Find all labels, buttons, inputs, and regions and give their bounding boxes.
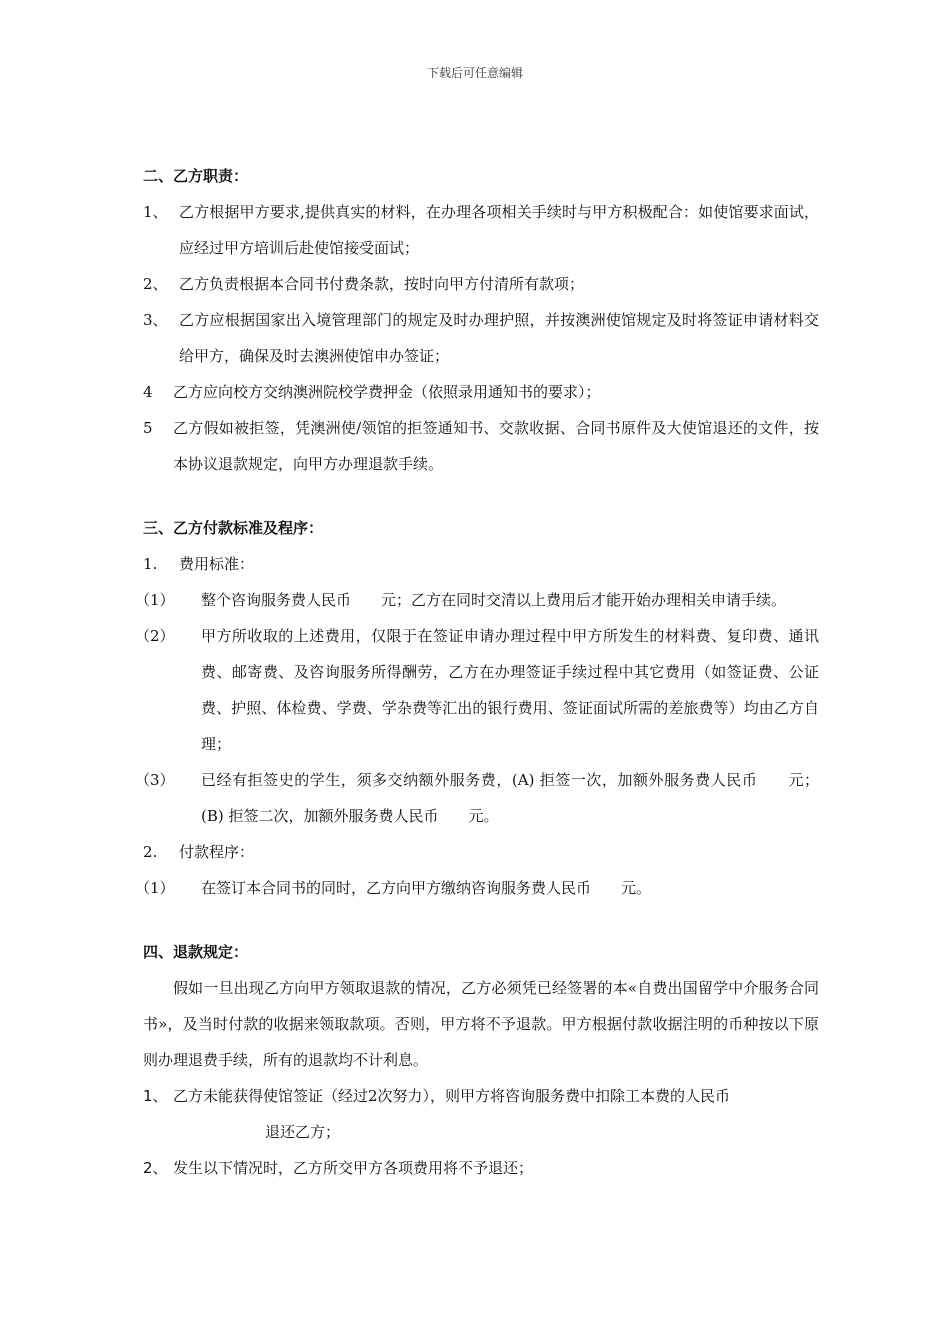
item-number: 1. xyxy=(143,555,158,573)
item-text: 发生以下情况时，乙方所交甲方各项费用将不予退还； xyxy=(173,1159,534,1177)
sec2-item-1 xyxy=(143,194,819,266)
item-text: 乙方根据甲方要求,提供真实的材料，在办理各项相关手续时与甲方积极配合：如使馆要求面试，应经过甲方培训后赴使馆接受面试； xyxy=(179,203,819,257)
sec4-item-1 xyxy=(143,1078,819,1114)
item-number: 3、 xyxy=(143,311,168,329)
item-number: 1、 xyxy=(143,203,168,221)
item-text: 整个咨询服务费人民币 元；乙方在同时交清以上费用后才能开始办理相关申请手续。 xyxy=(201,591,787,609)
item-number: （1） xyxy=(135,591,175,609)
item-number: 2. xyxy=(143,843,158,861)
item-number: （2） xyxy=(135,627,175,645)
sec2-item-5 xyxy=(143,410,819,482)
sec3-sub-1 xyxy=(143,546,819,582)
sec3-sub-1-item-3 xyxy=(135,762,819,834)
refund-paragraph: 假如一旦出现乙方向甲方领取退款的情况，乙方必须凭已经签署的本«自费出国留学中介服务合同书»，及当时付款的收据来领取款项。否则，甲方将不予退款。甲方根据付款收据注明的币种按以下原则办理退费手续，所有的退款均不计利息。 xyxy=(143,979,819,1069)
item-text: 付款程序： xyxy=(179,843,255,861)
item-text: 在签订本合同书的同时，乙方向甲方缴纳咨询服务费人民币 元。 xyxy=(201,879,652,897)
sec2-item-2 xyxy=(143,266,819,302)
sec3-sub-2 xyxy=(143,834,819,870)
item-number: （1） xyxy=(135,879,175,897)
item-text: 乙方负责根据本合同书付费条款，按时向甲方付清所有款项； xyxy=(179,275,585,293)
page-header: 下载后可任意编辑 xyxy=(426,66,523,80)
item-number: （3） xyxy=(135,771,175,789)
item-number: 2、 xyxy=(143,275,168,293)
sec3-sub-1-item-2 xyxy=(135,618,819,762)
item-text: 乙方应根据国家出入境管理部门的规定及时办理护照，并按澳洲使馆规定及时将签证申请材料交给甲方，确保及时去澳洲使馆申办签证； xyxy=(179,311,819,365)
sec3-sub-2-item-1 xyxy=(135,870,819,906)
sec4-item-1-continuation: 退还乙方； xyxy=(265,1123,341,1141)
item-text: 费用标准： xyxy=(179,555,255,573)
item-number: 5 xyxy=(143,419,153,437)
item-text: 甲方所收取的上述费用，仅限于在签证申请办理过程中甲方所发生的材料费、复印费、通讯费、邮寄费、及咨询服务所得酬劳，乙方在办理签证手续过程中其它费用（如签证费、公证费、护照、体检费、学费、学杂费等汇出的银行费用、签证面试所需的差旅费等）均由乙方自理； xyxy=(201,627,819,753)
section-2-title: 二、乙方职责： xyxy=(143,167,249,185)
section-3-title: 三、乙方付款标准及程序： xyxy=(143,519,324,537)
item-text: 乙方假如被拒签，凭澳洲使/领馆的拒签通知书、交款收据、合同书原件及大使馆退还的文件，按本协议退款规定，向甲方办理退款手续。 xyxy=(173,419,819,473)
sec3-sub-1-item-1 xyxy=(135,582,819,618)
item-number: 1、 xyxy=(143,1087,168,1105)
sec2-item-3 xyxy=(143,302,819,374)
item-text: 已经有拒签史的学生，须多交纳额外服务费，(A) 拒签一次，加额外服务费人民币 元；(B) 拒签二次，加额外服务费人民币 元。 xyxy=(201,771,819,825)
item-text: 乙方应向校方交纳澳洲院校学费押金（依照录用通知书的要求）； xyxy=(173,383,601,401)
item-number: 2、 xyxy=(143,1159,168,1177)
document-body xyxy=(135,158,819,1186)
sec2-item-4 xyxy=(143,374,819,410)
item-number: 4 xyxy=(143,383,153,401)
section-4-title: 四、退款规定： xyxy=(143,943,249,961)
sec4-item-2 xyxy=(143,1150,819,1186)
item-text: 乙方未能获得使馆签证（经过2次努力），则甲方将咨询服务费中扣除工本费的人民币 xyxy=(173,1087,731,1105)
